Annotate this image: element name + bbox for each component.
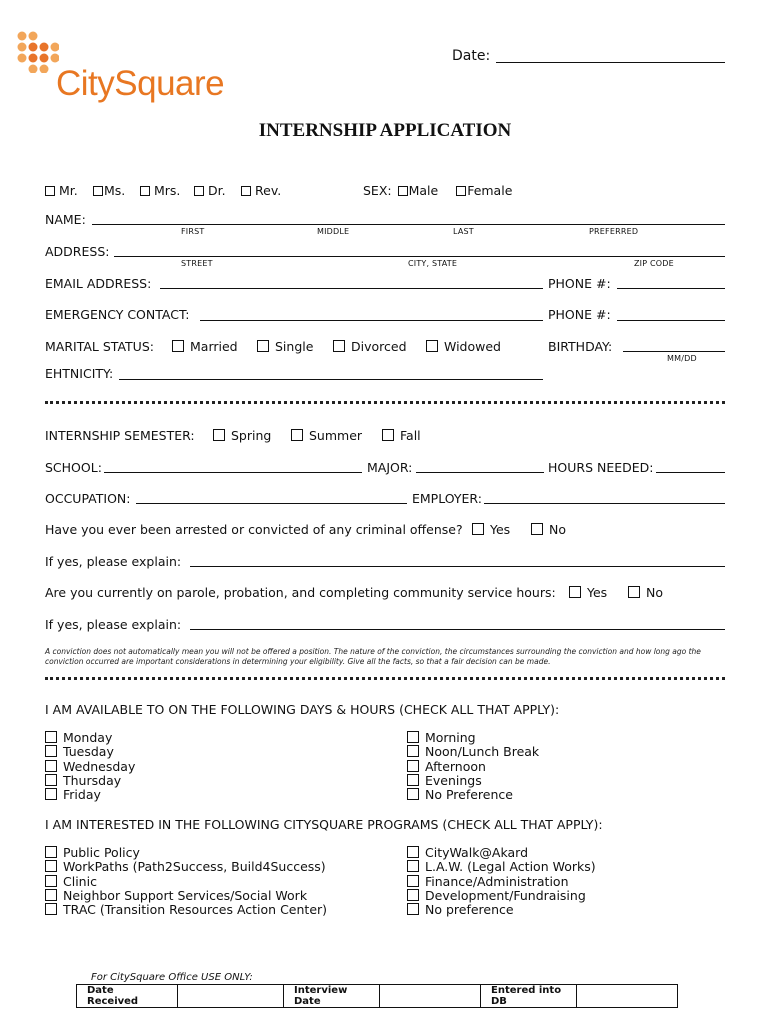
address-street-sublabel: STREET (181, 259, 213, 268)
program-finance[interactable]: Finance/Administration (407, 875, 596, 889)
day-thursday[interactable]: Thursday (45, 774, 135, 788)
marital-widowed[interactable]: Widowed (426, 339, 501, 354)
hours-needed-label: HOURS NEEDED: (548, 460, 654, 475)
email-field[interactable] (160, 288, 543, 289)
sex-male[interactable]: Male (398, 183, 439, 198)
parole-yes[interactable]: Yes (569, 585, 607, 600)
date-received-cell[interactable] (178, 985, 284, 1008)
name-last-sublabel: LAST (453, 227, 474, 236)
time-no-preference[interactable]: No Preference (407, 788, 539, 802)
checkbox[interactable] (407, 875, 419, 887)
occupation-label: OCCUPATION: (45, 491, 131, 506)
parole-explain-label: If yes, please explain: (45, 617, 182, 632)
date-label: Date: (452, 48, 491, 64)
marital-status-label: MARITAL STATUS: (45, 339, 154, 354)
office-use-label: For CitySquare Office USE ONLY: (91, 972, 253, 983)
major-field[interactable] (416, 472, 544, 473)
availability-heading: I AM AVAILABLE TO ON THE FOLLOWING DAYS & HOURS (CHECK ALL THAT APPLY): (45, 702, 560, 717)
program-trac[interactable]: TRAC (Transition Resources Action Center) (45, 903, 327, 917)
birthday-label: BIRTHDAY: (548, 339, 613, 354)
checkbox[interactable] (241, 186, 251, 196)
checkbox[interactable] (407, 860, 419, 872)
logo-text: CitySquare (56, 64, 225, 103)
birthday-field[interactable] (623, 351, 725, 352)
checkbox[interactable] (45, 731, 57, 743)
checkbox[interactable] (407, 731, 419, 743)
parole-explain-field[interactable] (190, 629, 725, 630)
checkbox[interactable] (45, 760, 57, 772)
checkbox[interactable] (407, 846, 419, 858)
availability-days-list (45, 731, 135, 802)
checkbox[interactable] (257, 340, 269, 352)
checkbox[interactable] (472, 523, 484, 535)
semester-spring[interactable]: Spring (213, 428, 271, 443)
entered-db-cell[interactable] (577, 985, 678, 1008)
semester-fall[interactable]: Fall (382, 428, 421, 443)
marital-divorced[interactable]: Divorced (333, 339, 407, 354)
emergency-phone-field[interactable] (617, 320, 725, 321)
salutation-rev[interactable]: Rev. (241, 183, 281, 198)
employer-field[interactable] (484, 503, 725, 504)
checkbox[interactable] (45, 903, 57, 915)
page-title: INTERNSHIP APPLICATION (258, 120, 512, 141)
checkbox[interactable] (531, 523, 543, 535)
checkbox[interactable] (426, 340, 438, 352)
checkbox[interactable] (45, 745, 57, 757)
hours-needed-field[interactable] (656, 472, 725, 473)
entered-db-header: Entered into DB (481, 985, 577, 1008)
marital-single[interactable]: Single (257, 339, 313, 354)
checkbox[interactable] (194, 186, 204, 196)
checkbox[interactable] (45, 875, 57, 887)
checkbox[interactable] (45, 186, 55, 196)
sex-female[interactable]: Female (456, 183, 512, 198)
checkbox[interactable] (407, 903, 419, 915)
program-no-preference[interactable]: No preference (407, 903, 596, 917)
name-first-sublabel: FIRST (181, 227, 205, 236)
checkbox[interactable] (456, 186, 466, 196)
program-citywalk[interactable]: CityWalk@Akard (407, 846, 596, 860)
checkbox[interactable] (398, 186, 408, 196)
checkbox[interactable] (213, 429, 225, 441)
programs-right-list (407, 846, 596, 917)
salutation-mrs[interactable]: Mrs. (140, 183, 180, 198)
program-neighbor-support[interactable]: Neighbor Support Services/Social Work (45, 889, 327, 903)
checkbox[interactable] (291, 429, 303, 441)
checkbox[interactable] (382, 429, 394, 441)
occupation-field[interactable] (136, 503, 407, 504)
time-morning[interactable]: Morning (407, 731, 539, 745)
office-use-table (76, 984, 678, 1008)
school-field[interactable] (104, 472, 362, 473)
date-received-header: Date Received (77, 985, 178, 1008)
time-evenings[interactable]: Evenings (407, 774, 539, 788)
marital-married[interactable]: Married (172, 339, 238, 354)
time-afternoon[interactable]: Afternoon (407, 760, 539, 774)
programs-heading: I AM INTERESTED IN THE FOLLOWING CITYSQUARE PROGRAMS (CHECK ALL THAT APPLY): (45, 817, 603, 832)
checkbox[interactable] (45, 846, 57, 858)
program-clinic[interactable]: Clinic (45, 875, 327, 889)
semester-label: INTERNSHIP SEMESTER: (45, 428, 195, 443)
sex-group (363, 183, 512, 198)
salutation-dr[interactable]: Dr. (194, 183, 226, 198)
checkbox[interactable] (628, 586, 640, 598)
section-divider (45, 401, 725, 404)
name-label: NAME: (45, 212, 86, 227)
program-public-policy[interactable]: Public Policy (45, 846, 327, 860)
major-label: MAJOR: (367, 460, 413, 475)
emergency-contact-field[interactable] (200, 320, 543, 321)
checkbox[interactable] (569, 586, 581, 598)
checkbox[interactable] (45, 860, 57, 872)
program-development[interactable]: Development/Fundraising (407, 889, 596, 903)
checkbox[interactable] (407, 760, 419, 772)
checkbox[interactable] (45, 788, 57, 800)
ethnicity-field[interactable] (119, 379, 543, 380)
semester-summer[interactable]: Summer (291, 428, 362, 443)
arrested-yes[interactable]: Yes (472, 522, 510, 537)
day-tuesday[interactable]: Tuesday (45, 745, 135, 759)
checkbox[interactable] (407, 889, 419, 901)
day-friday[interactable]: Friday (45, 788, 135, 802)
phone-field[interactable] (617, 288, 725, 289)
day-wednesday[interactable]: Wednesday (45, 760, 135, 774)
arrested-explain-field[interactable] (190, 566, 725, 567)
name-field[interactable] (92, 224, 725, 225)
arrested-no[interactable]: No (531, 522, 566, 537)
ethnicity-label: EHTNICITY: (45, 366, 114, 381)
arrested-question: Have you ever been arrested or convicted of any criminal offense? (45, 522, 463, 537)
school-label: SCHOOL: (45, 460, 102, 475)
checkbox[interactable] (45, 889, 57, 901)
phone-label: PHONE #: (548, 276, 611, 291)
conviction-note: A conviction does not automatically mean you will not be offered a position. The nature of the conviction, the circumstances surrounding the conviction and how long ago the conviction occurred are important considerations in determining your eligibility. Give all the facts, so that a fair decision can be made. (45, 647, 701, 666)
salutation-ms[interactable]: Ms. (93, 183, 125, 198)
parole-no[interactable]: No (628, 585, 663, 600)
email-label: EMAIL ADDRESS: (45, 276, 152, 291)
arrested-explain-label: If yes, please explain: (45, 554, 182, 569)
salutation-mr[interactable]: Mr. (45, 183, 78, 198)
employer-label: EMPLOYER: (412, 491, 482, 506)
name-preferred-sublabel: PREFERRED (589, 227, 639, 236)
name-middle-sublabel: MIDDLE (317, 227, 350, 236)
sex-label: SEX: (363, 183, 392, 198)
emergency-phone-label: PHONE #: (548, 307, 611, 322)
checkbox[interactable] (407, 774, 419, 786)
interview-date-cell[interactable] (380, 985, 481, 1008)
availability-times-list (407, 731, 539, 802)
checkbox[interactable] (333, 340, 345, 352)
interview-date-header: Interview Date (284, 985, 380, 1008)
program-law[interactable]: L.A.W. (Legal Action Works) (407, 860, 596, 874)
parole-question: Are you currently on parole, probation, and completing community service hours: (45, 585, 556, 600)
programs-left-list (45, 846, 327, 917)
checkbox[interactable] (407, 745, 419, 757)
day-monday[interactable]: Monday (45, 731, 135, 745)
emergency-contact-label: EMERGENCY CONTACT: (45, 307, 190, 322)
program-workpaths[interactable]: WorkPaths (Path2Success, Build4Success) (45, 860, 327, 874)
section-divider (45, 677, 725, 680)
checkbox[interactable] (172, 340, 184, 352)
address-label: ADDRESS: (45, 244, 110, 259)
checkbox[interactable] (93, 186, 103, 196)
address-zip-sublabel: ZIP CODE (634, 259, 674, 268)
date-field[interactable] (496, 62, 725, 63)
time-noon[interactable]: Noon/Lunch Break (407, 745, 539, 759)
logo-dots-icon (17, 31, 59, 73)
checkbox[interactable] (45, 774, 57, 786)
address-city-sublabel: CITY, STATE (408, 259, 458, 268)
checkbox[interactable] (407, 788, 419, 800)
address-field[interactable] (114, 256, 725, 257)
birthday-sublabel: MM/DD (667, 354, 697, 363)
checkbox[interactable] (140, 186, 150, 196)
